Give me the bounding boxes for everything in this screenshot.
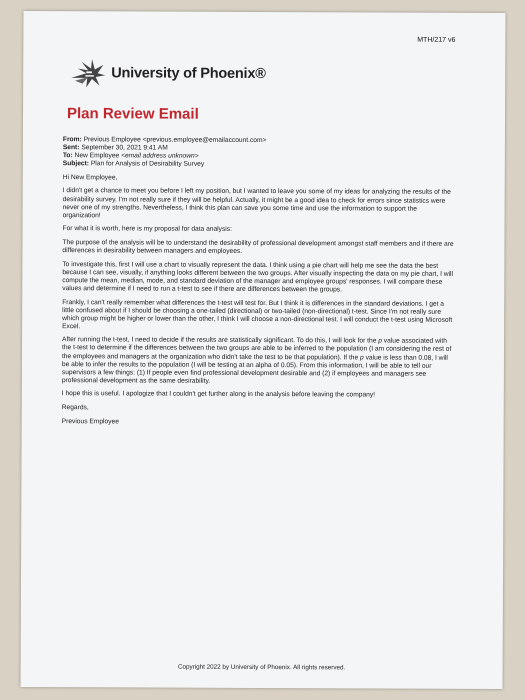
university-logo	[69, 55, 266, 92]
copyright-footer: Copyright 2022 by University of Phoenix. All rights reserved.	[177, 663, 346, 672]
logo-text: University of Phoenix®	[111, 65, 266, 83]
paragraph-t-test: Frankly, I can't really remember what differences the t-test will test for. But I think it is differences in the standard deviations. I get a little confused about if I should be choosing a one-tailed (directional) or two-tailed (non-directional) t-test. Since I'm not really sure which group might be higher or lower than the other, I think I will choose a non-directional test. I will conduct the t-test using Microsoft Excel.	[62, 298, 453, 330]
from-value: Previous Employee <previous.employee@emailaccount.com>	[83, 136, 267, 145]
paragraph-purpose: The purpose of the analysis will be to understand the desirability of professional development amongst staff members and if there are differences in desirability between managers and employees.	[62, 239, 454, 255]
p-symbol: p	[360, 353, 364, 362]
subject-value: Plan for Analysis of Desirability Survey	[90, 160, 205, 169]
significance-text-b: value associated with the t-test to determine if the differences between the two groups are able to be inferred to the population (I am considering the rest of the employees and managers at the organization who didn't take the test to be that population). If the	[61, 337, 452, 361]
course-code: MTH/217 v6	[417, 36, 456, 44]
to-name: New Employee	[74, 152, 120, 160]
paragraph-intro: I didn't get a chance to meet you before I left my position, but I wanted to leave you some of my ideas for analyzing the results of the desirability survey. I'm not really sure if they will be helpful. Actually, it might be a good idea to check for errors since statistics were never one of my strengths. Nevertheless, I think this plan can save you some time and use the information to support the organization!	[62, 187, 451, 220]
to-label: To:	[62, 152, 73, 160]
email-body	[62, 136, 455, 427]
email-subject	[63, 160, 455, 170]
paragraph-proposal-lead: For what it is worth, here is my proposal for data analysis:	[62, 225, 232, 234]
page-title: Plan Review Email	[66, 105, 199, 123]
sent-label: Sent:	[62, 144, 80, 152]
paragraph-significance	[62, 336, 454, 386]
closing: Regards,	[61, 404, 89, 412]
significance-text-a: After running the t-test, I need to decide if the results are statistically significant. To do this, I will look for the	[62, 336, 379, 345]
phoenix-bird-icon	[69, 57, 107, 89]
from-label: From:	[62, 136, 82, 144]
p-symbol: p	[378, 337, 382, 345]
subject-label: Subject:	[62, 160, 90, 168]
sent-value: September 30, 2021 9:41 AM	[81, 144, 168, 152]
greeting: Hi New Employee,	[62, 173, 118, 182]
to-address: <email address unknown>	[121, 152, 199, 160]
paragraph-investigation: To investigate this, first I will use a chart to visually represent the data. I think using a pie chart will help me see the data the best because I can see, visually, if anything looks different between the two groups. After visually inspecting the data on my pie chart, I will compute the mean, median, mode, and standard deviation of the manager and employee groups' responses. I will compare these values and determine if I need to run a t-test to see if there are differences between the groups.	[62, 260, 454, 294]
significance-text-c: value is less than 0.08, I will be able to infer the results to the population (I will be testing at an alpha of 0.05). From this information, I will be able to tell our supervisors a few things: (1) If people even find professional development desirable and (2) if employees and managers see professional development as the same desirability.	[61, 354, 448, 385]
paragraph-apology: I hope this is useful. I apologize that I couldn't get further along in the analysis before leaving the company!	[61, 390, 376, 399]
document-page	[21, 11, 506, 689]
signature: Previous Employee	[61, 417, 119, 425]
